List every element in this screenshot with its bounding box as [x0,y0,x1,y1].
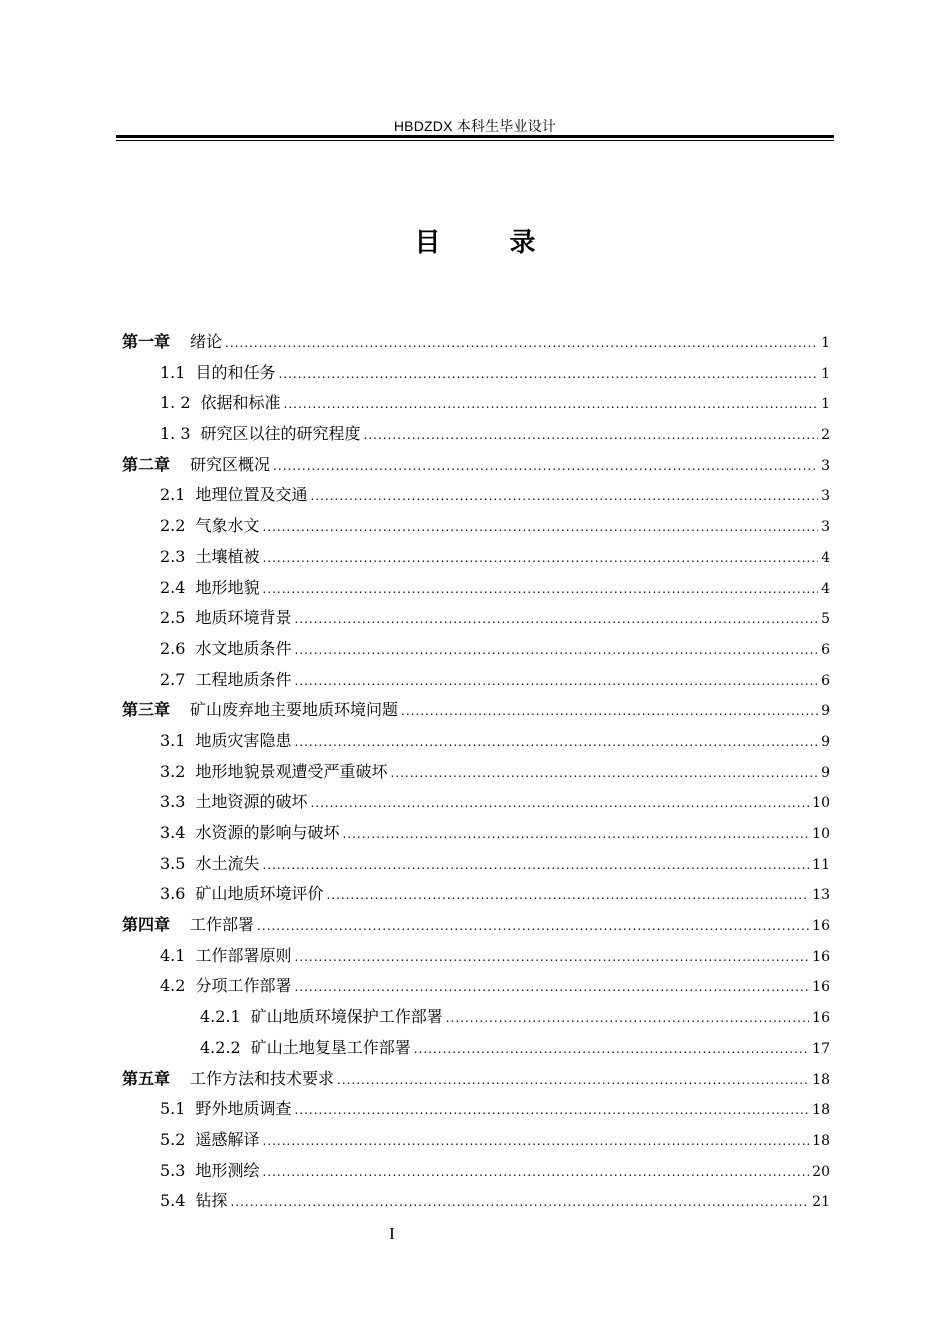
toc-entry-label: 野外地质调查 [195,1099,292,1119]
toc-entry-label: 研究区以往的研究程度 [200,424,361,444]
toc-entry-label: 矿山土地复垦工作部署 [250,1037,411,1057]
toc-entry-page: 9 [821,703,830,720]
toc-section-entry[interactable] [122,1186,830,1217]
toc-entry-label: 依据和标准 [200,393,281,413]
toc-entry-number: 2.5 [160,608,186,628]
toc-entry-page: 6 [821,641,830,658]
toc-entry-number: 3.4 [160,823,186,842]
toc-dot-leader [337,1065,809,1096]
toc-dot-leader [294,942,809,973]
toc-dot-leader [342,819,809,850]
toc-entry-label: 工作部署原则 [195,945,292,965]
toc-entry-page: 10 [812,795,830,812]
toc-entry-label: 土地资源的破坏 [195,792,308,812]
toc-entry-page: 6 [821,672,830,689]
toc-entry-page: 20 [812,1163,830,1180]
toc-entry-page: 2 [821,427,830,444]
header-title: HBDZDX 本科生毕业设计 [393,118,557,134]
toc-entry-label: 工作部署 [190,915,255,935]
toc-entry-page: 1 [821,396,830,413]
toc-section-entry[interactable] [122,511,830,542]
toc-entry-page: 3 [821,488,830,505]
toc-entry-number: 3.1 [160,730,186,750]
toc-dot-leader [294,635,818,666]
toc-dot-leader [262,1157,809,1188]
toc-title: 目 录 [414,228,566,258]
toc-dot-leader [446,1003,809,1034]
toc-entry-page: 9 [821,764,830,781]
toc-dot-leader [284,389,819,420]
toc-section-entry[interactable] [122,1125,830,1156]
toc-dot-leader [310,481,818,512]
toc-entry-number: 2.2 [160,516,186,536]
toc-dot-leader [390,758,818,789]
toc-entry-page: 18 [812,1102,830,1119]
toc-entry-label: 绪论 [190,332,223,351]
toc-section-entry[interactable] [122,879,830,910]
toc-entry-number: 5.4 [160,1191,186,1211]
toc-entry-label: 遥感解译 [195,1129,260,1149]
toc-entry-number: 4.2.2 [200,1037,241,1057]
toc-chapter-entry[interactable] [122,1064,830,1095]
toc-entry-number: 4.2.1 [200,1007,241,1027]
toc-entry-label: 分项工作部署 [195,976,292,996]
toc-entry-page: 4 [821,549,830,566]
toc-entry-label: 水土流失 [195,853,260,873]
toc-chapter-entry[interactable] [122,450,830,481]
toc-chapter-entry[interactable] [122,910,830,941]
toc-dot-leader [262,543,818,574]
toc-entry-label: 气象水文 [195,516,260,536]
toc-entry-label: 目的和任务 [195,362,276,382]
toc-section-entry[interactable] [122,1033,830,1064]
toc-entry-number: 2.4 [160,577,186,597]
toc-entry-page: 5 [821,611,830,628]
toc-dot-leader [262,574,818,605]
toc-dot-leader [294,727,818,758]
toc-dot-leader [310,788,809,819]
toc-section-entry[interactable] [122,818,830,849]
page-number: I [389,1224,395,1243]
toc-section-entry[interactable] [122,634,830,665]
toc-entry-label: 地理位置及交通 [195,485,308,505]
toc-section-entry[interactable] [122,849,830,880]
toc-entry-label: 地形地貌 [195,577,260,597]
toc-dot-leader [262,850,809,881]
toc-entry-number: 1. 3 [160,424,191,444]
toc-entry-page: 18 [812,1071,830,1088]
toc-entry-label: 工作方法和技术要求 [190,1068,335,1088]
toc-dot-leader [273,451,818,482]
toc-entry-number: 第四章 [122,915,171,935]
toc-dot-leader [401,696,818,727]
toc-entry-label: 矿山地质环境评价 [195,884,324,904]
toc-entry-page: 11 [812,856,830,873]
toc-entry-number: 1. 2 [160,393,191,413]
toc-entry-label: 矿山地质环境保护工作部署 [250,1007,443,1027]
toc-entry-page: 18 [812,1132,830,1149]
toc-section-entry[interactable] [122,726,830,757]
toc-chapter-entry[interactable] [122,327,830,358]
toc-dot-leader [257,911,809,942]
toc-entry-page: 3 [821,457,830,474]
toc-entry-number: 5.3 [160,1160,186,1180]
toc-dot-leader [262,512,818,543]
toc-dot-leader [326,880,809,911]
toc-entry-number: 2.6 [160,638,186,658]
header-rule-thin [116,140,834,141]
table-of-contents [122,327,830,1217]
toc-entry-page: 1 [821,365,830,382]
toc-dot-leader [230,1187,809,1218]
toc-entry-number: 第五章 [122,1068,171,1088]
toc-section-entry[interactable] [122,757,830,788]
toc-entry-page: 16 [812,979,830,996]
toc-entry-number: 4.1 [160,945,186,965]
toc-entry-label: 研究区概况 [190,454,271,474]
toc-dot-leader [294,1095,809,1126]
toc-entry-label: 土壤植被 [195,546,260,566]
toc-entry-number: 1.1 [160,362,186,382]
toc-entry-number: 3.3 [160,792,186,812]
toc-entry-page: 3 [821,519,830,536]
toc-section-entry[interactable] [122,971,830,1002]
toc-entry-number: 5.1 [160,1099,186,1119]
toc-entry-label: 地形测绘 [195,1160,260,1180]
toc-entry-number: 第三章 [122,700,171,720]
toc-section-entry[interactable] [122,388,830,419]
toc-entry-page: 9 [821,733,830,750]
toc-entry-page: 16 [812,918,830,935]
toc-entry-number: 2.3 [160,546,186,566]
toc-entry-label: 钻探 [195,1191,228,1211]
toc-entry-page: 16 [812,1010,830,1027]
toc-entry-number: 3.2 [160,761,186,781]
toc-section-entry[interactable] [122,1094,830,1125]
toc-entry-label: 水资源的影响与破坏 [195,823,340,842]
toc-section-entry[interactable] [122,419,830,450]
toc-entry-label: 工程地质条件 [195,669,292,689]
toc-section-entry[interactable] [122,573,830,604]
toc-entry-number: 3.6 [160,884,186,904]
toc-dot-leader [294,666,818,697]
toc-entry-number: 3.5 [160,853,186,873]
toc-entry-label: 矿山废弃地主要地质环境问题 [190,700,399,720]
toc-dot-leader [364,420,819,451]
toc-entry-page: 1 [821,335,830,351]
toc-section-entry[interactable] [122,787,830,818]
toc-entry-page: 16 [812,948,830,965]
toc-entry-page: 21 [812,1194,830,1211]
toc-entry-number: 2.1 [160,485,186,505]
toc-dot-leader [225,328,818,359]
toc-entry-label: 地质灾害隐患 [195,730,292,750]
toc-chapter-entry[interactable] [122,695,830,726]
toc-entry-page: 17 [812,1040,830,1057]
toc-section-entry[interactable] [122,941,830,972]
toc-section-entry[interactable] [122,665,830,696]
toc-dot-leader [294,972,809,1003]
toc-dot-leader [262,1126,809,1157]
toc-section-entry[interactable] [122,542,830,573]
toc-section-entry[interactable] [122,603,830,634]
toc-entry-page: 10 [812,826,830,842]
toc-entry-number: 第一章 [122,332,171,351]
toc-entry-number: 4.2 [160,976,186,996]
toc-dot-leader [294,604,818,635]
toc-dot-leader [278,359,818,390]
toc-entry-page: 13 [812,887,830,904]
toc-entry-label: 水文地质条件 [195,638,292,658]
toc-entry-number: 第二章 [122,454,171,474]
toc-entry-page: 4 [821,580,830,597]
header-rule-thick [116,135,834,138]
toc-entry-label: 地形地貌景观遭受严重破坏 [195,761,388,781]
toc-section-entry[interactable] [122,480,830,511]
toc-dot-leader [414,1034,809,1065]
toc-section-entry[interactable] [122,1002,830,1033]
toc-entry-number: 2.7 [160,669,186,689]
toc-section-entry[interactable] [122,358,830,389]
toc-section-entry[interactable] [122,1156,830,1187]
toc-entry-label: 地质环境背景 [195,608,292,628]
toc-entry-number: 5.2 [160,1129,186,1149]
